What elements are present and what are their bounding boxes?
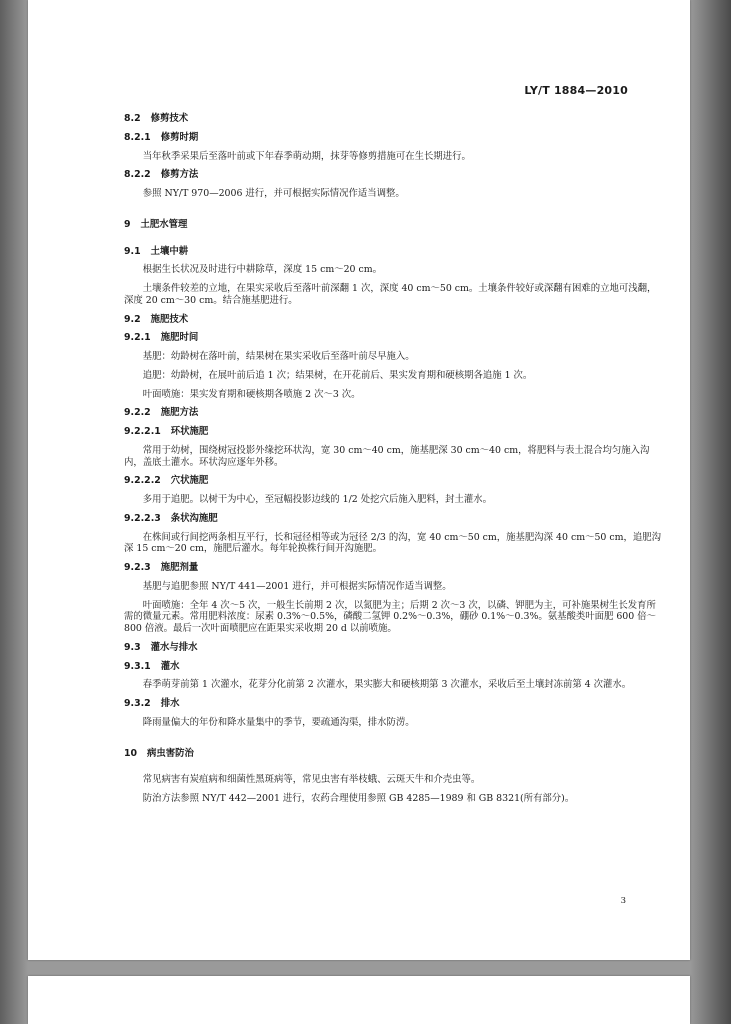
section-number: 9.2 xyxy=(124,313,141,325)
section-number: 8.2.1 xyxy=(124,131,151,143)
paragraph: 叶面喷施：全年 4 次～5 次，一般生长前期 2 次，以氮肥为主；后期 2 次～3 次，以磷、钾肥为主，可补施果树生长发育所需的微量元素。常用肥料浓度：尿素 0.3%～0.5%，磷酸二氢钾 0.2%～0.3%，硼砂 0.1%～0.3%。氨基酸类叶面肥 600 倍～800 倍液。最后一次叶面喷肥应在距果实采收期 20 d 以前喷施。 xyxy=(124,599,656,634)
section-title: 修剪时期 xyxy=(160,131,199,143)
section-number: 9 xyxy=(124,218,131,230)
section-number: 9.3.2 xyxy=(124,698,151,709)
standard-code: LY/T 1884—2010 xyxy=(524,84,628,97)
section-title: 病虫害防治 xyxy=(147,747,194,759)
paragraph: 常用于幼树，围绕树冠投影外缘挖环状沟，宽 30 cm～40 cm，施基肥深 30 cm～40 cm，将肥料与表土混合均匀施入沟内，盖底土灌水。环状沟应逐年外移。 xyxy=(124,444,650,468)
section-heading xyxy=(124,642,664,654)
section-number: 9.2.1 xyxy=(124,332,151,344)
section-heading xyxy=(124,562,664,574)
paragraph: 参照 NY/T 970—2006 进行，并可根据实际情况作适当调整。 xyxy=(142,188,405,199)
section-number: 10 xyxy=(124,747,138,759)
section-heading xyxy=(124,113,664,125)
section-heading xyxy=(124,332,664,344)
section-number: 9.2.2.1 xyxy=(124,426,161,437)
document-page[interactable] xyxy=(28,0,690,960)
section-title: 环状施肥 xyxy=(170,426,209,437)
section-number: 9.3 xyxy=(124,641,141,653)
section-number: 9.2.3 xyxy=(124,562,151,573)
paragraph: 常见病害有炭疽病和细菌性黑斑病等，常见虫害有举枝蛾、云斑天牛和介壳虫等。 xyxy=(142,774,481,786)
section-heading xyxy=(124,698,664,710)
paragraph: 当年秋季采果后至落叶前或下年春季萌动期，抹芽等修剪措施可在生长期进行。 xyxy=(142,150,471,162)
section-heading xyxy=(124,661,664,673)
next-page[interactable] xyxy=(28,976,690,1024)
section-title: 修剪方法 xyxy=(160,169,199,181)
section-heading xyxy=(124,169,664,181)
section-heading xyxy=(124,513,664,525)
page-number: 3 xyxy=(620,896,626,906)
section-heading xyxy=(124,132,664,144)
section-heading xyxy=(124,475,664,487)
section-title: 施肥技术 xyxy=(150,313,189,325)
paragraph: 根据生长状况及时进行中耕除草，深度 15 cm～20 cm。 xyxy=(142,264,383,276)
section-number: 8.2.2 xyxy=(124,169,151,181)
section-title: 土肥水管理 xyxy=(140,218,188,230)
section-title: 条状沟施肥 xyxy=(170,512,218,524)
section-title: 施肥时间 xyxy=(160,332,199,344)
section-heading xyxy=(124,314,664,326)
section-number: 9.2.2 xyxy=(124,407,151,419)
section-title: 土壤中耕 xyxy=(150,245,189,257)
paragraph: 在株间或行间挖两条相互平行，长和冠径相等或为冠径 2/3 的沟，宽 40 cm～50 cm，施基肥沟深 40 cm～50 cm，追肥沟深 15 cm～20 cm，施肥后灌水。每年轮换株行间开沟施肥。 xyxy=(124,531,662,555)
chapter-heading xyxy=(124,219,664,231)
paragraph: 土壤条件较差的立地，在果实采收后至落叶前深翻 1 次，深度 40 cm～50 cm。土壤条件较好或深翻有困难的立地可浅翻，深度 20 cm～30 cm。结合施基肥进行。 xyxy=(124,283,657,306)
section-title: 穴状施肥 xyxy=(170,475,209,487)
section-heading xyxy=(124,407,664,419)
section-number: 9.2.2.2 xyxy=(124,475,161,487)
paragraph: 基肥与追肥参照 NY/T 441—2001 进行，并可根据实际情况作适当调整。 xyxy=(142,580,452,592)
section-title: 排水 xyxy=(160,698,180,709)
paragraph: 春季萌芽前第 1 次灌水，花芽分化前第 2 次灌水，果实膨大和硬核期第 3 次灌水，采收后至土壤封冻前第 4 次灌水。 xyxy=(142,679,632,691)
paragraph: 叶面喷施：果实发育期和硬核期各喷施 2 次～3 次。 xyxy=(142,388,361,400)
section-heading xyxy=(124,426,664,438)
paragraph: 降雨量偏大的年份和降水量集中的季节，要疏通沟渠，排水防涝。 xyxy=(142,716,415,728)
section-heading xyxy=(124,246,664,258)
paragraph: 多用于追肥。以树干为中心，至冠幅投影边线的 1/2 处挖穴后施入肥料，封土灌水。 xyxy=(142,494,492,505)
paragraph: 追肥：幼龄树，在展叶前后追 1 次；结果树，在开花前后、果实发育期和硬核期各追施 1 次。 xyxy=(142,369,533,381)
section-title: 灌水与排水 xyxy=(150,641,198,653)
paragraph: 防治方法参照 NY/T 442—2001 进行，农药合理使用参照 GB 4285—1989 和 GB 8321(所有部分)。 xyxy=(142,793,575,804)
paragraph: 基肥：幼龄树在落叶前，结果树在果实采收后至落叶前尽早施入。 xyxy=(142,351,415,362)
section-number: 9.3.1 xyxy=(124,660,151,672)
chapter-heading xyxy=(124,748,664,760)
section-title: 施肥剂量 xyxy=(160,562,199,573)
section-title: 灌水 xyxy=(160,660,180,672)
section-number: 8.2 xyxy=(124,113,141,124)
section-title: 施肥方法 xyxy=(160,407,199,419)
section-title: 修剪技术 xyxy=(150,113,189,124)
section-number: 9.1 xyxy=(124,245,141,257)
page-content xyxy=(124,113,664,805)
section-number: 9.2.2.3 xyxy=(124,512,161,524)
